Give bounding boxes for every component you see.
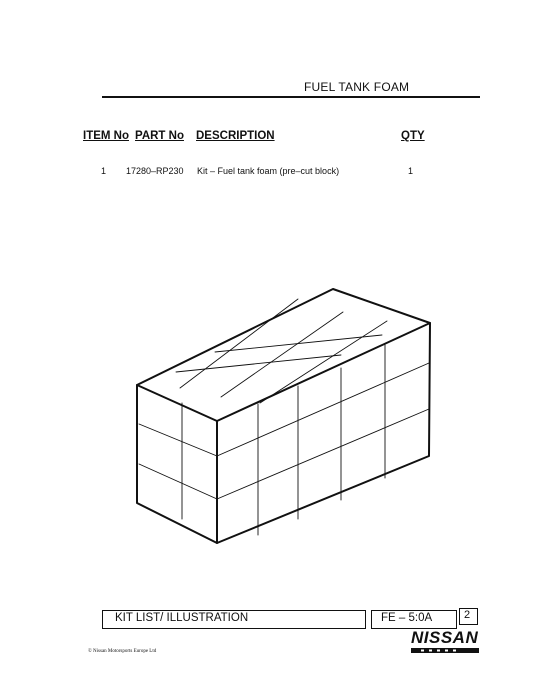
footer-label: KIT LIST/ ILLUSTRATION: [115, 612, 249, 624]
block-outline: [137, 289, 430, 543]
page-number: 2: [464, 609, 471, 621]
column-header-part-no: PART No: [135, 130, 184, 142]
brand-stripe-icon: [411, 648, 479, 653]
column-header-description: DESCRIPTION: [196, 130, 275, 142]
copyright-notice: © Nissan Motorsports Europe Ltd: [88, 649, 157, 654]
column-header-item-no: ITEM No: [83, 130, 129, 142]
row-1-item-no: 1: [101, 166, 107, 176]
column-header-qty: QTY: [401, 130, 425, 142]
page-title: FUEL TANK FOAM: [304, 80, 410, 94]
side-face-grid: [217, 345, 429, 535]
footer-code: FE – 5:0A: [381, 612, 433, 624]
row-1-part-no: 17280–RP230: [126, 166, 184, 176]
row-1-description: Kit – Fuel tank foam (pre–cut block): [197, 166, 340, 176]
brand-logo: NISSAN: [411, 628, 479, 647]
front-face-grid: [139, 403, 217, 519]
row-1-qty: 1: [408, 166, 414, 176]
